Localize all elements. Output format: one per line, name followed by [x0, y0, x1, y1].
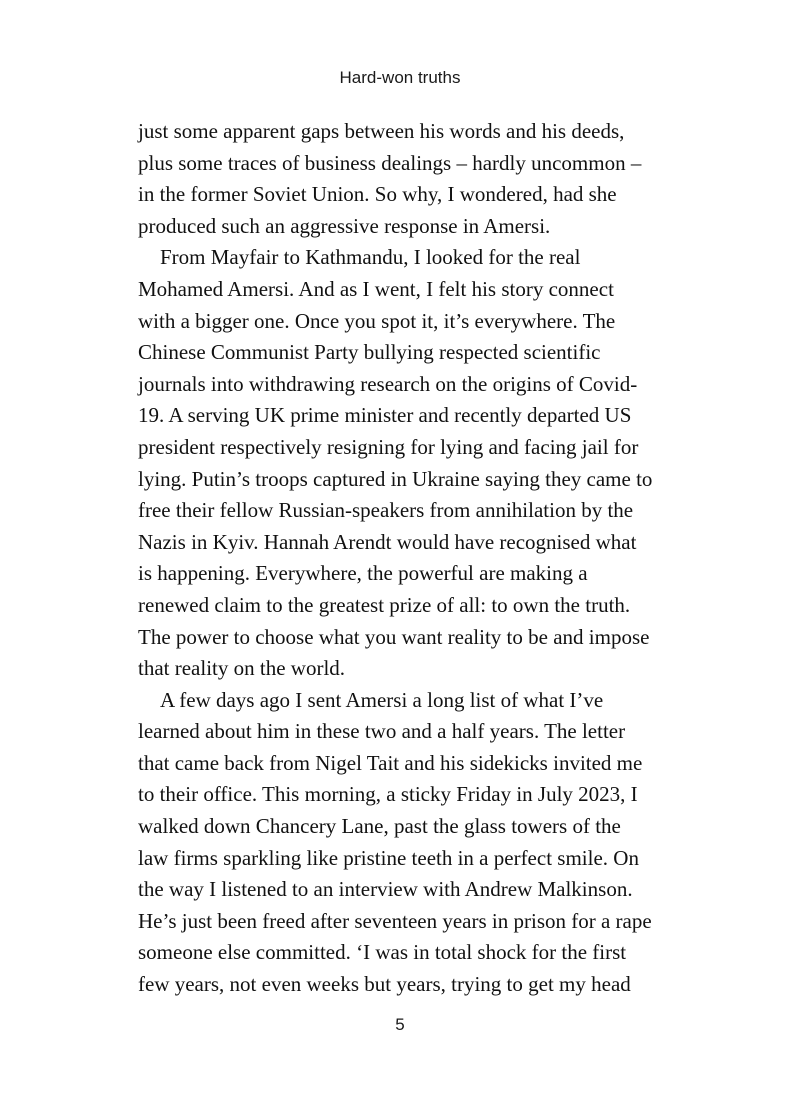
text-line: that came back from Nigel Tait and his sidekicks invited me [138, 750, 643, 775]
text-line: Nazis in Kyiv. Hannah Arendt would have recognised what [138, 529, 637, 554]
text-line: few years, not even weeks but years, trying to get my head [138, 972, 631, 997]
text-line: that reality on the world. [138, 656, 346, 681]
text-line: 19. A serving UK prime minister and recently departed US [138, 403, 632, 428]
page-number: 5 [395, 1015, 405, 1034]
text-line: free their fellow Russian-speakers from annihilation by the [138, 498, 634, 523]
text-line: the way I listened to an interview with Andrew Malkinson. [138, 877, 633, 902]
text-line: produced such an aggressive response in Amersi. [138, 213, 551, 238]
text-line: Mohamed Amersi. And as I went, I felt his story connect [138, 276, 614, 301]
text-line: Chinese Communist Party bullying respected scientific [138, 340, 601, 365]
text-line: to their office. This morning, a sticky Friday in July 2023, I [138, 782, 638, 807]
text-line: learned about him in these two and a half years. The letter [138, 719, 626, 744]
text-line: law firms sparkling like pristine teeth in a perfect smile. On [138, 845, 639, 870]
text-line: in the former Soviet Union. So why, I wondered, had she [138, 182, 617, 207]
text-line: The power to choose what you want reality to be and impose [138, 624, 650, 649]
body-text [138, 116, 698, 1001]
text-line: with a bigger one. Once you spot it, it’s everywhere. The [138, 308, 616, 333]
running-head: Hard-won truths [339, 68, 461, 87]
text-line: renewed claim to the greatest prize of all: to own the truth. [138, 592, 631, 617]
text-line: lying. Putin’s troops captured in Ukraine saying they came to [138, 466, 653, 491]
text-line: He’s just been freed after seventeen years in prison for a rape [138, 908, 652, 933]
text-line: someone else committed. ‘I was in total shock for the first [138, 940, 627, 965]
text-line: journals into withdrawing research on the origins of Covid- [138, 371, 638, 396]
text-line: is happening. Everywhere, the powerful are making a [138, 561, 588, 586]
text-line: president respectively resigning for lying and facing jail for [138, 434, 639, 459]
text-line: just some apparent gaps between his words and his deeds, [138, 119, 625, 143]
paragraph-start-line: A few days ago I sent Amersi a long list of what I’ve [160, 687, 604, 712]
paragraph-start-line: From Mayfair to Kathmandu, I looked for the real [160, 245, 581, 270]
text-line: walked down Chancery Lane, past the glass towers of the [138, 814, 621, 839]
text-line: plus some traces of business dealings – hardly uncommon – [138, 150, 642, 175]
